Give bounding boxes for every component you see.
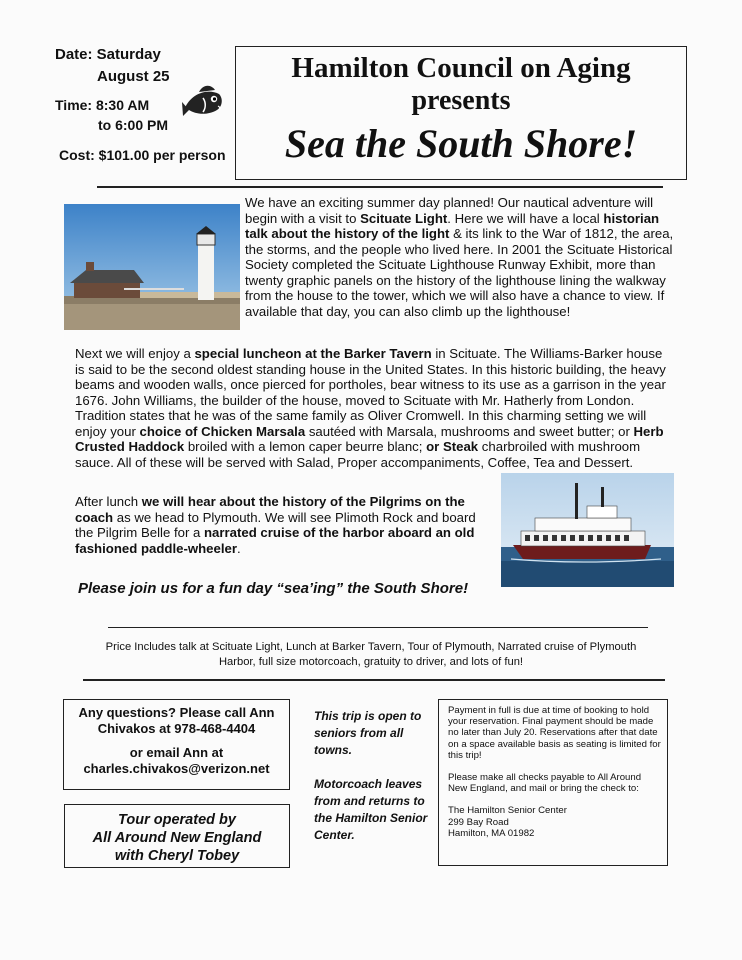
eligibility-note: This trip is open to seniors from all towns. — [314, 709, 422, 757]
presents-label: presents — [411, 85, 511, 116]
tour-operator-box — [64, 804, 290, 868]
event-time-end: to 6:00 PM — [98, 117, 169, 133]
divider-price-bottom — [83, 679, 665, 681]
fish-icon — [181, 82, 225, 122]
lighthouse-photo — [64, 204, 240, 330]
divider-top — [97, 186, 663, 188]
event-title: Sea the South Shore! — [284, 121, 638, 166]
join-us-line: Please join us for a fun day “sea’ing” the South Shore! — [78, 580, 469, 597]
tour-operator-line-1: Tour operated by — [118, 812, 236, 828]
tour-operator-name: All Around New England — [92, 830, 262, 846]
contact-box — [63, 699, 290, 790]
title-box — [235, 46, 687, 180]
event-cost: Cost: $101.00 per person — [59, 147, 226, 163]
trip-info — [314, 708, 429, 844]
lighthouse-paragraph: We have an exciting summer day planned! Our nautical adventure will begin with a visit to Scituate Light. Here we will have a local historian talk about the history of the light & its link to the War of 1812, the area, the storms, and the people who lived here. In 2001 the Scituate Historical Society completed the Scituate Lighthouse Runway Exhibit, more than twenty graphic panels on the history of the lighthouse lining the walkway from the house to the tower, which we will also have a chance to view. If available that day, you can also climb up the lighthouse! — [245, 195, 674, 319]
contact-line-1: Any questions? Please call Ann — [78, 705, 275, 720]
payment-box — [438, 699, 668, 866]
contact-email-label: or email Ann at — [129, 745, 224, 760]
organization-title: Hamilton Council on Aging — [291, 52, 631, 84]
contact-email: charles.chivakos@verizon.net — [83, 761, 270, 776]
address-line-1: The Hamilton Senior Center — [448, 805, 567, 817]
event-time-start: Time: 8:30 AM — [55, 97, 150, 113]
address-line-3: Hamilton, MA 01982 — [448, 827, 535, 839]
motorcoach-note: Motorcoach leaves from and returns to the Hamilton Senior Center. — [314, 777, 428, 842]
contact-phone: Chivakos at 978-468-4404 — [97, 721, 256, 736]
address-line-2: 299 Bay Road — [448, 816, 509, 828]
luncheon-paragraph: Next we will enjoy a special luncheon at the Barker Tavern in Scituate. The Williams-Barker house is said to be the second oldest standing house in the United States. In this historic building, the heavy beams and wooden walls, once pierced for portholes, bear witness to its use as a garrison in the year 1676. John Williams, the builder of the house, moved to Scituate with Mr. Hatherly from London. Tradition states that he was of the same family as Oliver Cromwell. In this charming setting we will enjoy your choice of Chicken Marsala sautéed with Marsala, mushrooms and sweet butter; or Herb Crusted Haddock broiled with a lemon caper beurre blanc; or Steak charbroiled with mushroom sauce. All of these will be served with Salad, Proper accompaniments, Coffee, Tea and Dessert. — [75, 346, 666, 470]
tour-guide: with Cheryl Tobey — [114, 848, 240, 864]
price-includes: Price Includes talk at Scituate Light, Lunch at Barker Tavern, Tour of Plymouth, Narrated cruise of Plymouth Harbor, full size motorcoach, gratuity to driver, and lots of fun! — [105, 641, 637, 668]
event-date-label: Date: Saturday — [55, 46, 161, 63]
divider-price-top — [108, 627, 648, 628]
payment-terms: Payment in full is due at time of booking to hold your reservation. Final payment should be made no later than July 20. Reservations after that date on a space available basis as seating is limited for this trip! — [448, 705, 661, 761]
payment-checks: Please make all checks payable to All Around New England, and mail or bring the check to: — [448, 772, 642, 795]
paddle-wheeler-photo — [501, 473, 674, 587]
event-date-value: August 25 — [97, 68, 170, 85]
cruise-paragraph: After lunch we will hear about the history of the Pilgrims on the coach as we head to Plymouth. We will see Plimoth Rock and board the Pilgrim Belle for a narrated cruise of the harbor aboard an old fashioned paddle-wheeler. — [75, 494, 476, 556]
